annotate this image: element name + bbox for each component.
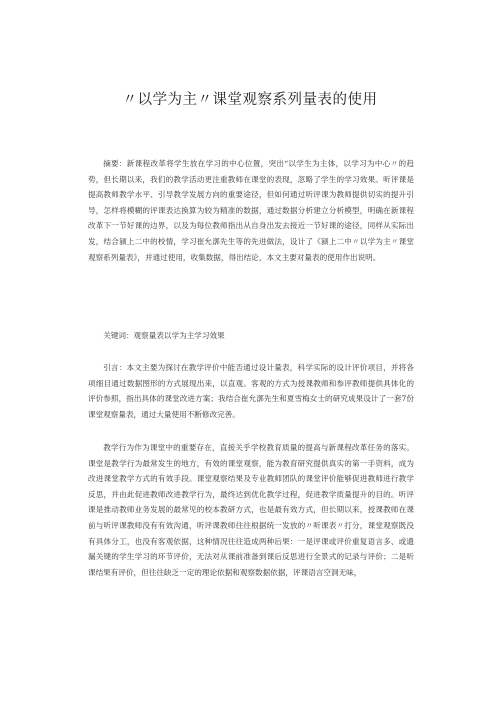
intro-section xyxy=(88,360,414,434)
main-section xyxy=(88,440,414,592)
intro-paragraph: 引言：本文主要为探讨在教学评价中能否通过设计量表，科学实际的设计评价项目，并将各项细目通过数据图形的方式展现出来，以直观。客观的方式为授课教师和参评教师提供具体化的评价参照，指出具体的课堂改进方案；我结合崔允漷先生和夏雪梅女士的研究成果设计了一套7份课堂观察量表，通过大量使用不断修改完善。 xyxy=(88,363,414,419)
keywords-paragraph: 关键词：观察量表以学为主学习效果 xyxy=(103,331,225,340)
abstract-paragraph: 摘要：新课程改革将学生放在学习的中心位置，突出“以学生为主体，以学习为中心〃的趋势，但长期以来，我们的教学活动更注重教师在课堂的表现，忽略了学生的学习效果。听评课是提高教师教学水平、引导教学发展方向的重要途径，但如何通过听评课为教师提供切实的提升引导，怎样将模糊的评课表达换算为较为精准的数据，通过数据分析建立分析模型，明确在新课程改革下一节好课的边界，以及为每位教师指出从自身出发去接近一节好课的途径，同样从实际出发，结合颍上二中的校情，学习崔允漷先生等的先进做法，设计了《颍上二中〃以学为主〃课堂观察系列量表》，并通过使用，收集数据，得出结论，本文主要对量表的使用作出说明。 xyxy=(88,159,414,262)
abstract-section xyxy=(88,156,414,277)
main-paragraph: 教学行为作为课堂中的重要存在，直接关乎学校教育质量的提高与新课程改革任务的落实。课堂是教学行为最常发生的地方，有效的课堂观察，能为教育研究提供真实的第一手资料，成为改进课堂教学方式的有效手段。课堂观察结果及专业教师团队的课堂评价能够促进教师进行教学反思，并由此促进教师改进教学行为，最终达到优化教学过程，促进教学质量提升的目的。听评课是推动教师业务发展的最常见的校本教研方式，也是最有效方式，但长期以来，授课教师在课前与听评课教师没有有效沟通，听评课教师往往根据统一发放的〃听课表〃打分，课堂观察既没有具体分工，也没有客观依据，这种情况往往造成两种后果：一是评课或评价重复语言多、或遗漏关键的学生学习的环节评价，无法对从课前准备到课后反思进行全景式的记录与评价；二是听课结果有评价，但往往缺乏一定的理论依据和观察数据依据，评课语言空洞无味， xyxy=(88,443,414,577)
document-title: 〃以学为主〃课堂观察系列量表的使用 xyxy=(122,92,378,108)
keywords-section xyxy=(88,328,414,356)
